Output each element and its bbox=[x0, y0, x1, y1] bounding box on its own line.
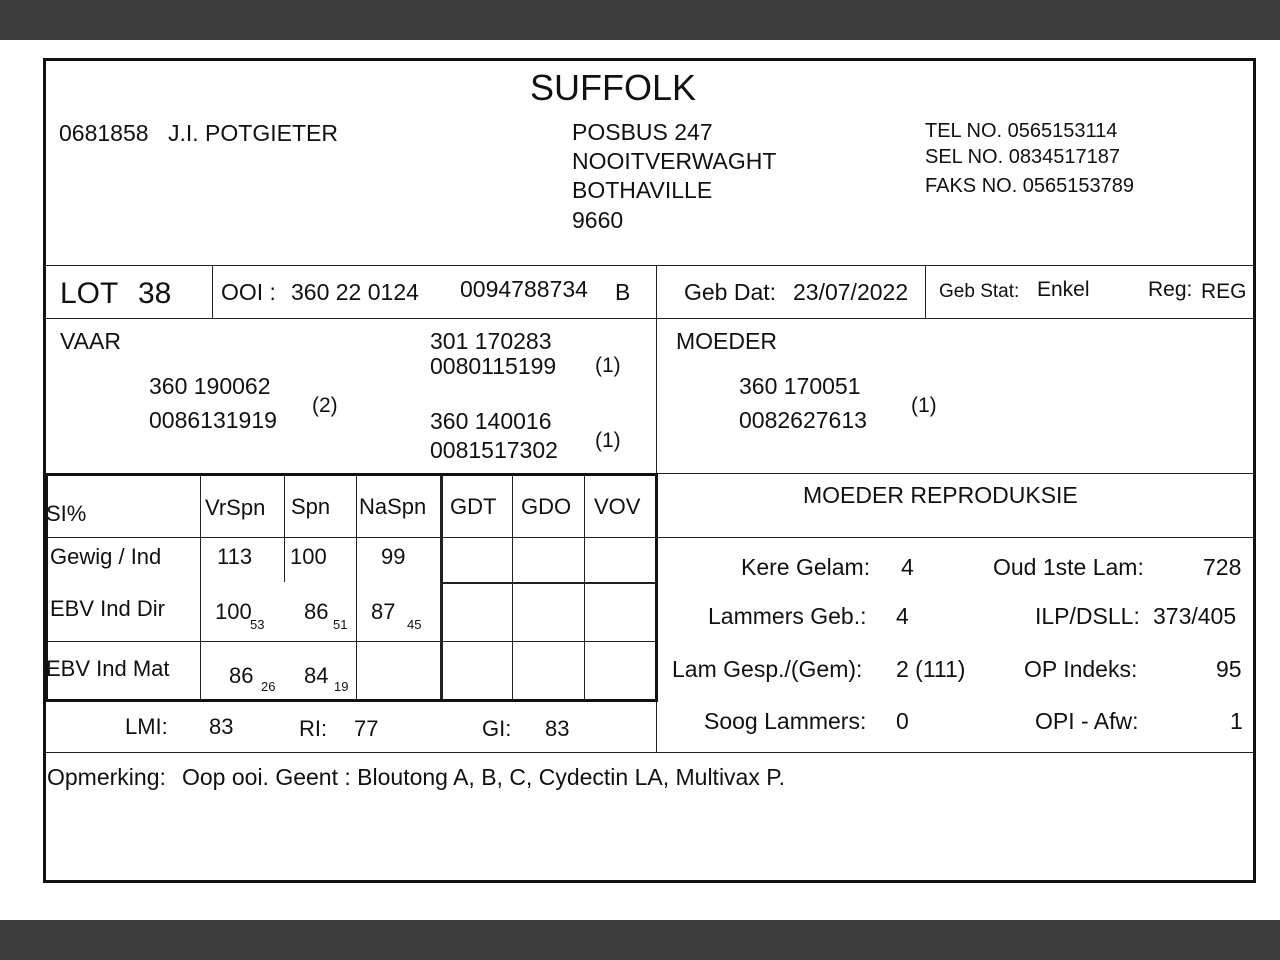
gewig-spn: 100 bbox=[290, 544, 327, 569]
sire-label: VAAR bbox=[60, 328, 121, 354]
gi-value: 83 bbox=[545, 716, 570, 741]
lammers-geb-value: 4 bbox=[896, 603, 909, 629]
table-corner-si: SI% bbox=[46, 501, 87, 526]
divider-header bbox=[46, 265, 1254, 266]
grandsire-id: 301 170283 bbox=[430, 328, 552, 354]
gewig-vrspn: 113 bbox=[217, 544, 253, 569]
top-bar bbox=[0, 0, 1280, 40]
ebv-dir-vrspn: 100 bbox=[215, 599, 252, 624]
col-header-naspn: NaSpn bbox=[359, 494, 427, 519]
granddam-code: (1) bbox=[595, 429, 621, 452]
table-vline-2 bbox=[284, 476, 285, 582]
ebv-mat-spn-acc: 19 bbox=[334, 679, 349, 694]
granddam-id: 360 140016 bbox=[430, 408, 552, 434]
divider-left-right bbox=[656, 700, 657, 752]
col-header-vrspn: VrSpn bbox=[205, 495, 266, 520]
ilp-dsll-label: ILP/DSLL: bbox=[1035, 603, 1140, 629]
breeder-code: 0681858 bbox=[59, 120, 149, 146]
ebv-dir-spn: 86 bbox=[304, 599, 329, 624]
oud-1ste-lam-value: 728 bbox=[1203, 554, 1242, 580]
ebv-mat-spn: 84 bbox=[304, 663, 329, 688]
ooi-number: 0094788734 bbox=[460, 276, 588, 302]
ebv-dir-naspn: 87 bbox=[371, 599, 396, 624]
ri-label: RI: bbox=[299, 716, 328, 741]
lmi-value: 83 bbox=[209, 714, 234, 739]
table-vline-5 bbox=[512, 476, 513, 699]
divider-repro-title bbox=[658, 537, 1254, 538]
dam-label: MOEDER bbox=[676, 328, 777, 354]
remark-label: Opmerking: bbox=[47, 764, 166, 790]
birth-date-label: Geb Dat: bbox=[684, 279, 777, 305]
table-vline-3 bbox=[356, 476, 357, 699]
granddam-number: 0081517302 bbox=[430, 437, 558, 463]
oud-1ste-lam-label: Oud 1ste Lam: bbox=[993, 554, 1144, 580]
table-vline-1 bbox=[200, 476, 201, 699]
gi-label: GI: bbox=[482, 716, 512, 741]
remark-text: Oop ooi. Geent : Bloutong A, B, C, Cydectin LA, Multivax P. bbox=[182, 764, 786, 790]
row-label-ebv-mat: EBV Ind Mat bbox=[46, 656, 170, 681]
table-hline-1 bbox=[48, 537, 655, 538]
tel-number: TEL NO. 0565153114 bbox=[925, 120, 1118, 142]
col-header-gdo: GDO bbox=[521, 494, 572, 519]
soog-lammers-label: Soog Lammers: bbox=[704, 708, 867, 734]
ebv-dir-naspn-acc: 45 bbox=[407, 617, 422, 632]
ebv-dir-vrspn-acc: 53 bbox=[250, 617, 265, 632]
address-line-3: BOTHAVILLE bbox=[572, 177, 713, 203]
breed-title: SUFFOLK bbox=[530, 67, 697, 108]
reg-value: REG bbox=[1201, 280, 1247, 303]
lmi-label: LMI: bbox=[125, 714, 168, 739]
kere-gelam-label: Kere Gelam: bbox=[741, 554, 871, 580]
ooi-id: 360 22 0124 bbox=[291, 279, 419, 305]
sel-number: SEL NO. 0834517187 bbox=[925, 146, 1120, 168]
sire-code: (2) bbox=[312, 394, 338, 417]
bottom-bar bbox=[0, 920, 1280, 960]
ilp-dsll-value: 373/405 bbox=[1153, 603, 1237, 629]
gewig-naspn: 99 bbox=[381, 544, 406, 569]
table-vline-4 bbox=[440, 476, 443, 699]
address-line-1: POSBUS 247 bbox=[572, 119, 713, 145]
table-vline-6 bbox=[584, 476, 585, 699]
divider-lot-ooi bbox=[212, 266, 213, 318]
row-label-gewig: Gewig / Ind bbox=[50, 544, 162, 569]
dam-number: 0082627613 bbox=[739, 407, 867, 433]
divider-ooi-date bbox=[656, 266, 657, 474]
breeder-name: J.I. POTGIETER bbox=[168, 120, 338, 146]
lammers-geb-label: Lammers Geb.: bbox=[708, 603, 867, 629]
divider-date-stat bbox=[925, 266, 926, 318]
divider-pedigree bbox=[658, 473, 1254, 474]
sire-number: 0086131919 bbox=[149, 407, 277, 433]
op-indeks-label: OP Indeks: bbox=[1024, 656, 1138, 682]
ooi-label: OOI : bbox=[221, 279, 276, 305]
address-line-4: 9660 bbox=[572, 207, 624, 233]
lam-gesp-label: Lam Gesp./(Gem): bbox=[672, 656, 863, 682]
birth-stat: Enkel bbox=[1037, 278, 1090, 301]
sire-id: 360 190062 bbox=[149, 373, 271, 399]
grandsire-number: 0080115199 bbox=[430, 353, 557, 379]
col-header-spn: Spn bbox=[291, 494, 331, 519]
op-indeks-value: 95 bbox=[1216, 656, 1242, 682]
divider-bottom bbox=[46, 752, 1254, 753]
soog-lammers-value: 0 bbox=[896, 708, 909, 734]
ebv-mat-vrspn-acc: 26 bbox=[261, 679, 276, 694]
divider-lot bbox=[46, 318, 1254, 319]
ri-value: 77 bbox=[354, 716, 379, 741]
address-line-2: NOOITVERWAGHT bbox=[572, 148, 777, 174]
lot-number: 38 bbox=[138, 277, 172, 310]
table-hline-3 bbox=[48, 641, 655, 642]
dam-code: (1) bbox=[911, 394, 937, 417]
lam-gesp-value: 2 (111) bbox=[896, 656, 966, 682]
faks-number: FAKS NO. 0565153789 bbox=[925, 175, 1135, 197]
birth-date: 23/07/2022 bbox=[793, 279, 909, 305]
col-header-gdt: GDT bbox=[450, 494, 497, 519]
table-hline-2 bbox=[440, 582, 655, 584]
kere-gelam-value: 4 bbox=[901, 554, 914, 580]
dam-id: 360 170051 bbox=[739, 373, 861, 399]
ooi-suffix: B bbox=[615, 279, 631, 305]
grandsire-code: (1) bbox=[595, 354, 621, 377]
col-header-vov: VOV bbox=[594, 494, 641, 519]
birth-stat-label: Geb Stat: bbox=[939, 281, 1020, 302]
repro-title: MOEDER REPRODUKSIE bbox=[803, 482, 1078, 508]
opi-afw-label: OPI - Afw: bbox=[1035, 708, 1139, 734]
row-label-ebv-dir: EBV Ind Dir bbox=[50, 596, 165, 621]
ebv-mat-vrspn: 86 bbox=[229, 663, 254, 688]
ebv-dir-spn-acc: 51 bbox=[333, 617, 348, 632]
reg-label: Reg: bbox=[1148, 278, 1193, 301]
lot-label: LOT bbox=[60, 277, 119, 310]
opi-afw-value: 1 bbox=[1230, 708, 1243, 734]
